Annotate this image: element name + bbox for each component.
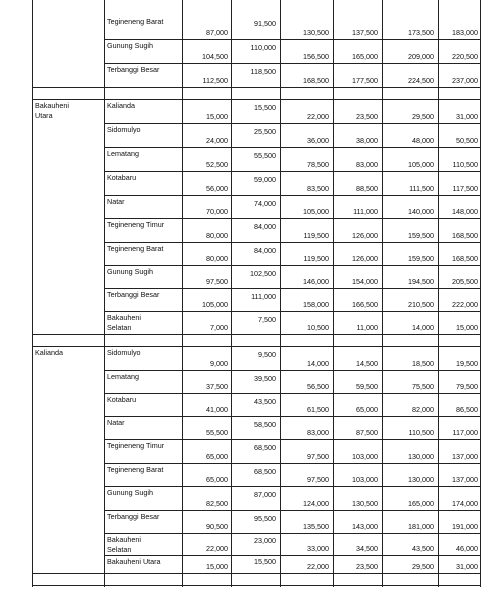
destination-label: Kotabaru bbox=[107, 173, 137, 182]
fare-value: 68,500 bbox=[254, 467, 276, 476]
fare-value: 22,000 bbox=[307, 562, 329, 571]
fare-value: 194,500 bbox=[408, 277, 434, 286]
fare-value: 43,500 bbox=[412, 544, 434, 553]
fare-value: 205,500 bbox=[452, 277, 478, 286]
destination-label: Lematang bbox=[107, 149, 139, 158]
fare-value: 119,500 bbox=[303, 254, 329, 263]
fare-value: 146,000 bbox=[303, 277, 329, 286]
fare-value: 165,000 bbox=[408, 499, 434, 508]
fare-value: 210,500 bbox=[408, 300, 434, 309]
fare-value: 84,000 bbox=[254, 246, 276, 255]
destination-label: Gunung Sugih bbox=[107, 488, 153, 497]
fare-value: 9,000 bbox=[210, 359, 228, 368]
fare-value: 97,500 bbox=[307, 475, 329, 484]
fare-value: 10,500 bbox=[307, 323, 329, 332]
fare-value: 105,000 bbox=[408, 160, 434, 169]
fare-value: 80,000 bbox=[206, 231, 228, 240]
fare-value: 68,500 bbox=[254, 443, 276, 452]
fare-value: 37,500 bbox=[206, 382, 228, 391]
fare-value: 14,000 bbox=[307, 359, 329, 368]
row-divider bbox=[104, 147, 480, 148]
fare-value: 84,000 bbox=[254, 222, 276, 231]
destination-label: Bakauheni Utara bbox=[107, 557, 161, 566]
fare-value: 78,500 bbox=[307, 160, 329, 169]
fare-value: 65,000 bbox=[356, 405, 378, 414]
column-divider bbox=[480, 0, 481, 587]
row-divider bbox=[32, 334, 480, 335]
fare-value: 31,000 bbox=[456, 112, 478, 121]
fare-value: 224,500 bbox=[408, 76, 434, 85]
fare-value: 102,500 bbox=[250, 269, 276, 278]
fare-value: 173,500 bbox=[408, 28, 434, 37]
fare-value: 137,500 bbox=[352, 28, 378, 37]
fare-value: 56,000 bbox=[206, 184, 228, 193]
fare-value: 18,500 bbox=[412, 359, 434, 368]
fare-value: 41,000 bbox=[206, 405, 228, 414]
fare-value: 61,500 bbox=[307, 405, 329, 414]
row-divider bbox=[104, 439, 480, 440]
fare-value: 148,000 bbox=[452, 207, 478, 216]
destination-label: Tegineneng Barat bbox=[107, 244, 164, 253]
fare-value: 52,500 bbox=[206, 160, 228, 169]
fare-value: 86,500 bbox=[456, 405, 478, 414]
row-divider bbox=[104, 393, 480, 394]
destination-label: Sidomulyo bbox=[107, 348, 141, 357]
fare-value: 117,000 bbox=[452, 428, 478, 437]
fare-value: 25,500 bbox=[254, 127, 276, 136]
destination-label: Tegineneng Timur bbox=[107, 220, 165, 229]
row-divider bbox=[104, 370, 480, 371]
origin-label: Utara bbox=[35, 111, 53, 120]
destination-label: Gunung Sugih bbox=[107, 267, 153, 276]
column-divider bbox=[104, 0, 105, 587]
destination-label: Terbanggi Besar bbox=[107, 290, 160, 299]
fare-value: 165,000 bbox=[352, 52, 378, 61]
fare-value: 117,500 bbox=[452, 184, 478, 193]
fare-value: 104,500 bbox=[202, 52, 228, 61]
row-divider bbox=[104, 533, 480, 534]
fare-value: 55,500 bbox=[206, 428, 228, 437]
fare-value: 75,500 bbox=[412, 382, 434, 391]
fare-value: 209,000 bbox=[408, 52, 434, 61]
fare-value: 191,000 bbox=[452, 522, 478, 531]
row-divider bbox=[104, 463, 480, 464]
fare-value: 65,000 bbox=[206, 452, 228, 461]
fare-value: 222,000 bbox=[452, 300, 478, 309]
fare-value: 166,500 bbox=[352, 300, 378, 309]
fare-value: 58,500 bbox=[254, 420, 276, 429]
fare-value: 91,500 bbox=[254, 19, 276, 28]
fare-value: 111,500 bbox=[409, 184, 434, 193]
fare-value: 22,000 bbox=[307, 112, 329, 121]
fare-value: 112,500 bbox=[202, 76, 228, 85]
fare-value: 14,500 bbox=[356, 359, 378, 368]
fare-value: 220,500 bbox=[452, 52, 478, 61]
destination-label: Tegineneng Barat bbox=[107, 465, 164, 474]
fare-value: 70,000 bbox=[206, 207, 228, 216]
fare-value: 88,500 bbox=[356, 184, 378, 193]
row-divider bbox=[32, 585, 480, 586]
fare-value: 83,500 bbox=[307, 184, 329, 193]
destination-label: Terbanggi Besar bbox=[107, 65, 160, 74]
row-divider bbox=[104, 242, 480, 243]
fare-value: 158,000 bbox=[303, 300, 329, 309]
row-divider bbox=[32, 87, 480, 88]
fare-value: 126,000 bbox=[352, 254, 378, 263]
fare-value: 135,500 bbox=[303, 522, 329, 531]
row-divider bbox=[104, 311, 480, 312]
origin-label: Kalianda bbox=[35, 348, 63, 357]
fare-value: 159,500 bbox=[408, 231, 434, 240]
fare-value: 137,000 bbox=[452, 475, 478, 484]
row-divider bbox=[32, 573, 480, 574]
fare-value: 46,000 bbox=[456, 544, 478, 553]
row-divider bbox=[104, 416, 480, 417]
fare-value: 183,000 bbox=[452, 28, 478, 37]
row-divider bbox=[104, 195, 480, 196]
fare-value: 105,000 bbox=[202, 300, 228, 309]
fare-value: 168,500 bbox=[452, 254, 478, 263]
fare-value: 65,000 bbox=[206, 475, 228, 484]
fare-value: 22,000 bbox=[206, 544, 228, 553]
fare-value: 111,000 bbox=[353, 207, 378, 216]
fare-value: 38,000 bbox=[356, 136, 378, 145]
fare-value: 19,500 bbox=[456, 359, 478, 368]
destination-label: Terbanggi Besar bbox=[107, 512, 160, 521]
fare-value: 159,500 bbox=[408, 254, 434, 263]
fare-value: 23,500 bbox=[356, 562, 378, 571]
fare-value: 103,000 bbox=[352, 475, 378, 484]
fare-value: 168,500 bbox=[303, 76, 329, 85]
fare-value: 90,500 bbox=[206, 522, 228, 531]
fare-value: 237,000 bbox=[452, 76, 478, 85]
row-divider bbox=[104, 265, 480, 266]
fare-value: 82,500 bbox=[206, 499, 228, 508]
destination-label: Selatan bbox=[107, 545, 132, 554]
destination-label: Sidomulyo bbox=[107, 125, 141, 134]
row-divider bbox=[104, 39, 480, 40]
fare-value: 15,000 bbox=[456, 323, 478, 332]
fare-value: 43,500 bbox=[254, 397, 276, 406]
fare-value: 24,000 bbox=[206, 136, 228, 145]
fare-value: 9,500 bbox=[258, 350, 276, 359]
row-divider bbox=[104, 288, 480, 289]
destination-label: Natar bbox=[107, 197, 125, 206]
row-divider bbox=[104, 555, 480, 556]
fare-value: 97,500 bbox=[206, 277, 228, 286]
fare-value: 56,500 bbox=[307, 382, 329, 391]
fare-value: 130,500 bbox=[352, 499, 378, 508]
destination-label: Tegineneng Timur bbox=[107, 441, 165, 450]
destination-label: Kotabaru bbox=[107, 395, 137, 404]
fare-value: 36,000 bbox=[307, 136, 329, 145]
fare-value: 14,000 bbox=[412, 323, 434, 332]
row-divider bbox=[104, 510, 480, 511]
fare-value: 130,000 bbox=[408, 452, 434, 461]
fare-value: 33,000 bbox=[307, 544, 329, 553]
fare-value: 7,000 bbox=[210, 323, 228, 332]
fare-value: 55,500 bbox=[254, 151, 276, 160]
fare-value: 124,000 bbox=[303, 499, 329, 508]
destination-label: Tegineneng Barat bbox=[107, 17, 164, 26]
fare-value: 31,000 bbox=[456, 562, 478, 571]
fare-value: 34,500 bbox=[356, 544, 378, 553]
fare-value: 111,000 bbox=[251, 292, 276, 301]
origin-label: Bakauheni bbox=[35, 101, 69, 110]
fare-value: 110,500 bbox=[452, 160, 478, 169]
fare-value: 83,000 bbox=[356, 160, 378, 169]
row-divider bbox=[104, 486, 480, 487]
fare-value: 156,500 bbox=[303, 52, 329, 61]
fare-value: 15,500 bbox=[254, 103, 276, 112]
row-divider bbox=[104, 63, 480, 64]
fare-value: 143,000 bbox=[352, 522, 378, 531]
fare-value: 74,000 bbox=[254, 199, 276, 208]
fare-value: 105,000 bbox=[303, 207, 329, 216]
destination-label: Bakauheni bbox=[107, 535, 141, 544]
fare-value: 50,500 bbox=[456, 136, 478, 145]
destination-label: Gunung Sugih bbox=[107, 41, 153, 50]
destination-label: Lematang bbox=[107, 372, 139, 381]
fare-value: 103,000 bbox=[352, 452, 378, 461]
fare-value: 80,000 bbox=[206, 254, 228, 263]
fare-value: 11,000 bbox=[356, 323, 378, 332]
fare-value: 181,000 bbox=[408, 522, 434, 531]
fare-value: 110,500 bbox=[408, 428, 434, 437]
row-divider bbox=[104, 171, 480, 172]
fare-value: 154,000 bbox=[352, 277, 378, 286]
fare-value: 29,500 bbox=[412, 562, 434, 571]
fare-value: 110,000 bbox=[250, 43, 276, 52]
fare-value: 174,000 bbox=[452, 499, 478, 508]
fare-value: 83,000 bbox=[307, 428, 329, 437]
destination-label: Kalianda bbox=[107, 101, 135, 110]
fare-value: 15,500 bbox=[254, 557, 276, 566]
fare-value: 126,000 bbox=[352, 231, 378, 240]
fare-value: 87,000 bbox=[254, 490, 276, 499]
destination-label: Bakauheni bbox=[107, 313, 141, 322]
fare-value: 15,000 bbox=[206, 562, 228, 571]
fare-value: 23,000 bbox=[254, 536, 276, 545]
fare-value: 87,500 bbox=[356, 428, 378, 437]
row-divider bbox=[104, 123, 480, 124]
row-divider bbox=[104, 218, 480, 219]
fare-value: 39,500 bbox=[254, 374, 276, 383]
fare-value: 23,500 bbox=[356, 112, 378, 121]
row-divider bbox=[32, 346, 480, 347]
fare-value: 7,500 bbox=[258, 315, 276, 324]
fare-value: 59,500 bbox=[356, 382, 378, 391]
fare-value: 15,000 bbox=[206, 112, 228, 121]
fare-value: 59,000 bbox=[254, 175, 276, 184]
fare-value: 130,500 bbox=[303, 28, 329, 37]
fare-value: 87,000 bbox=[206, 28, 228, 37]
fare-value: 119,500 bbox=[303, 231, 329, 240]
fare-value: 95,500 bbox=[254, 514, 276, 523]
fare-value: 130,000 bbox=[408, 475, 434, 484]
fare-value: 177,500 bbox=[352, 76, 378, 85]
fare-value: 82,000 bbox=[412, 405, 434, 414]
column-divider bbox=[32, 0, 33, 587]
fare-value: 137,000 bbox=[452, 452, 478, 461]
fare-value: 48,000 bbox=[412, 136, 434, 145]
destination-label: Selatan bbox=[107, 323, 132, 332]
fare-value: 29,500 bbox=[412, 112, 434, 121]
fare-value: 79,500 bbox=[456, 382, 478, 391]
fare-value: 168,500 bbox=[452, 231, 478, 240]
destination-label: Natar bbox=[107, 418, 125, 427]
fare-value: 118,500 bbox=[250, 67, 276, 76]
fare-value: 97,500 bbox=[307, 452, 329, 461]
row-divider bbox=[32, 99, 480, 100]
fare-value: 140,000 bbox=[408, 207, 434, 216]
